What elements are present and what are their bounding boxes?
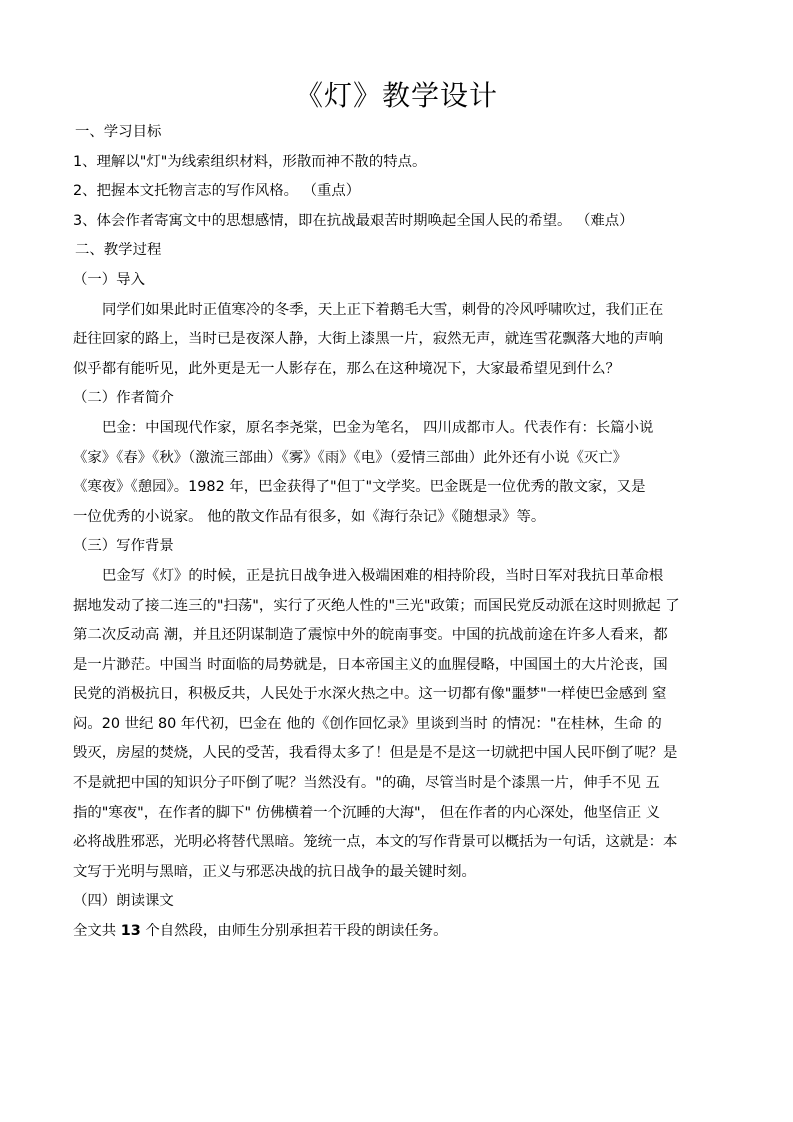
subsection-heading-reading: （四）朗读课文: [73, 893, 174, 910]
document-title: 《灯》教学设计: [294, 79, 498, 112]
section-heading-process: 二、教学过程: [75, 242, 162, 259]
paragraph-line: 是一片渺茫。中国当 时面临的局势就是，日本帝国主义的血腥侵略，中国国土的大片沦丧，国: [73, 656, 668, 673]
subsection-heading-intro: （一）导入: [73, 271, 145, 288]
paragraph-line: 必将战胜邪恶，光明必将替代黑暗。笼统一点，本文的写作背景可以概括为一句话，这就是：本: [73, 834, 678, 851]
reading-instruction-prefix: 全文共: [73, 923, 121, 940]
reading-instruction: [73, 917, 733, 947]
objective-item: 2、把握本文托物言志的写作风格。 （重点）: [73, 183, 361, 200]
paragraph-line: 指的"寒夜"，在作者的脚下" 仿佛横着一个沉睡的大海"， 但在作者的内心深处，他坚信正 义: [73, 804, 661, 821]
paragraph-line: 毁灭，房屋的焚烧，人民的受苦，我看得太多了！但是是不是这一切就把中国人民吓倒了呢？是: [73, 745, 678, 762]
subsection-heading-background: （三）写作背景: [73, 538, 174, 555]
objective-item: 3、体会作者寄寓文中的思想感情，即在抗战最艰苦时期唤起全国人民的希望。 （难点）: [73, 212, 634, 229]
paragraph-line: 赶往回家的路上，当时已是夜深人静，大街上漆黑一片，寂然无声，就连雪花飘落大地的声响: [73, 331, 664, 348]
paragraph-count: 13: [120, 923, 141, 940]
paragraph-line: 据地发动了接二连三的"扫荡"，实行了灭绝人性的"三光"政策；而国民党反动派在这时则掀起 了: [73, 597, 680, 614]
paragraph-line: 同学们如果此时正值寒冷的冬季，天上正下着鹅毛大雪，刺骨的冷风呼啸吹过，我们正在: [102, 301, 664, 318]
paragraph-line: 民党的消极抗日，积极反共，人民处于水深火热之中。这一切都有像"噩梦"一样使巴金感到 窒: [73, 686, 667, 703]
paragraph-line: 《寒夜》《憩园》。1982 年，巴金获得了"但丁"文学奖。巴金既是一位优秀的散文家，又是: [73, 479, 646, 496]
paragraph-line: 闷。20 世纪 80 年代初，巴金在 他的《创作回忆录》里谈到当时 的情况："在桂林，生命 的: [73, 715, 662, 732]
document-body: [73, 118, 733, 947]
section-heading-objectives: 一、学习目标: [75, 124, 162, 140]
paragraph-line: 似乎都有能听见，此外更是无一人影存在，那么在这种境况下，大家最希望见到什么？: [73, 360, 620, 377]
paragraph-line: 一位优秀的小说家。 他的散文作品有很多，如《海行杂记》《随想录》等。: [73, 508, 546, 525]
reading-instruction-suffix: 个自然段，由师生分别承担若干段的朗读任务。: [140, 923, 448, 940]
subsection-heading-author: （二）作者简介: [73, 390, 174, 407]
paragraph-line: 巴金写《灯》的时候，正是抗日战争进入极端困难的相持阶段，当时日军对我抗日革命根: [102, 567, 664, 584]
paragraph-line: 《家》《春》《秋》（激流三部曲）《雾》《雨》《电》（爱情三部曲）此外还有小说《灭亡》: [73, 449, 628, 466]
objective-item: 1、理解以"灯"为线索组织材料，形散而神不散的特点。: [73, 153, 427, 170]
paragraph-line: 文写于光明与黑暗，正义与邪恶决战的抗日战争的最关键时刻。: [73, 863, 476, 880]
paragraph-line: 第二次反动高 潮，并且还阴谋制造了震惊中外的皖南事变。中国的抗战前途在许多人看来，都: [73, 627, 668, 644]
paragraph-line: 不是就把中国的知识分子吓倒了呢？当然没有。"的确，尽管当时是个漆黑一片，伸手不见 五: [73, 775, 660, 792]
paragraph-line: 巴金：中国现代作家，原名李尧棠，巴金为笔名， 四川成都市人。代表作有：长篇小说: [102, 419, 654, 436]
